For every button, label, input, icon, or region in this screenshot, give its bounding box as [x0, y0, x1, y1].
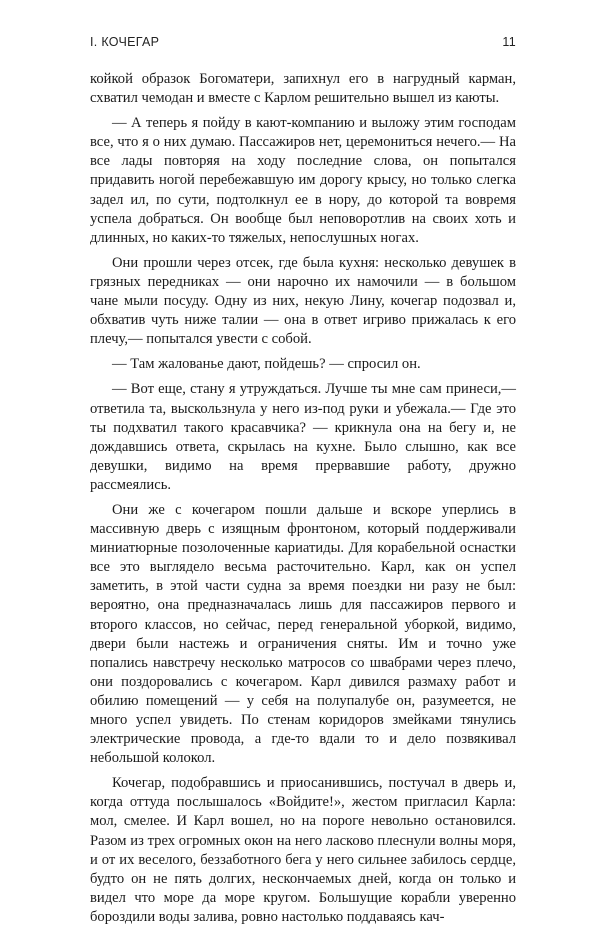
running-head: [90, 35, 516, 55]
paragraph: — Вот еще, стану я утруждаться. Лучше ты мне сам принеси,— ответила та, выскользнула у него из-под руки и убежала.— Где это ты подхватил такого красавчика? — крикнула она на бегу и, не дождавшись ответа, скрылась на кухне. Было слышно, как все девушки, видимо на время прервавшие работу, дружно рассмеялись.: [90, 381, 516, 493]
paragraph: койкой образок Богоматери, запихнул его в нагрудный карман, схватил чемодан и вместе с Карлом решительно вышел из каюты.: [90, 71, 516, 107]
chapter-title: I. КОЧЕГАР: [90, 35, 160, 49]
paragraph: — А теперь я пойду в кают-компанию и выложу этим господам все, что я о них думаю. Пассажиров нет, церемониться нечего.— На все лады повторяя на ходу последние слова, он попытался придавить ногой перебежавшую им дорогу крысу, но только слегка задел ил, по сути, подтолкнул ее в нору, до которой та вовремя успела добраться. Он вообще был неповоротлив на своих хоть и длинных, но каких-то тяжелых, непослушных ногах.: [90, 115, 516, 246]
body-text: [90, 70, 516, 927]
paragraph: Они же с кочегаром пошли дальше и вскоре уперлись в массивную дверь с изящным фронтоном, который поддерживали миниатюрные позолоченные кариатиды. Для корабельной оснастки все это выглядело весьма расточительно. Карл, как он успел заметить, в этой части судна за время поездки ни разу не был: вероятно, она предназначалась лишь для пассажиров первого и второго классов, но сейчас, перед генеральной уборкой, видимо, двери были настежь и ограничения сняты. Им и точно уже попались навстречу несколько матросов со швабрами через плечо, они поздоровались с кочегаром. Карл дивился размаху работ и обилию помещений — у себя на полупалубе он, разумеется, не много успел увидеть. По стенам коридоров змейками тянулись электрические провода, а где-то вдали то и дело позвякивал небольшой колокол.: [90, 501, 516, 767]
paragraph: Они прошли через отсек, где была кухня: несколько девушек в грязных передниках — они нарочно их намочили — в большом чане мыли посуду. Одну из них, некую Лину, кочегар подозвал и, обхватив чуть ниже талии — она в ответ игриво прижалась к его плечу,— попытался увести с собой.: [90, 254, 516, 348]
paragraph: — Там жалованье дают, пойдешь? — спросил он.: [112, 356, 421, 373]
page-number: 11: [502, 35, 516, 49]
paragraph: Кочегар, подобравшись и приосанившись, постучал в дверь и, когда оттуда послышалось «Войдите!», жестом пригласил Карла: мол, смелее. И Карл вошел, но на пороге невольно остановился. Разом из трех огромных окон на него ласково плеснули волны моря, и от их веселого, беззаботного бега у него сильнее забилось сердце, будто он не пять долгих, нескончаемых дней, когда он только и видел что море да море кругом. Большущие корабли уверенно бороздили воды залива, ровно настолько поддаваясь кач-: [90, 775, 516, 925]
